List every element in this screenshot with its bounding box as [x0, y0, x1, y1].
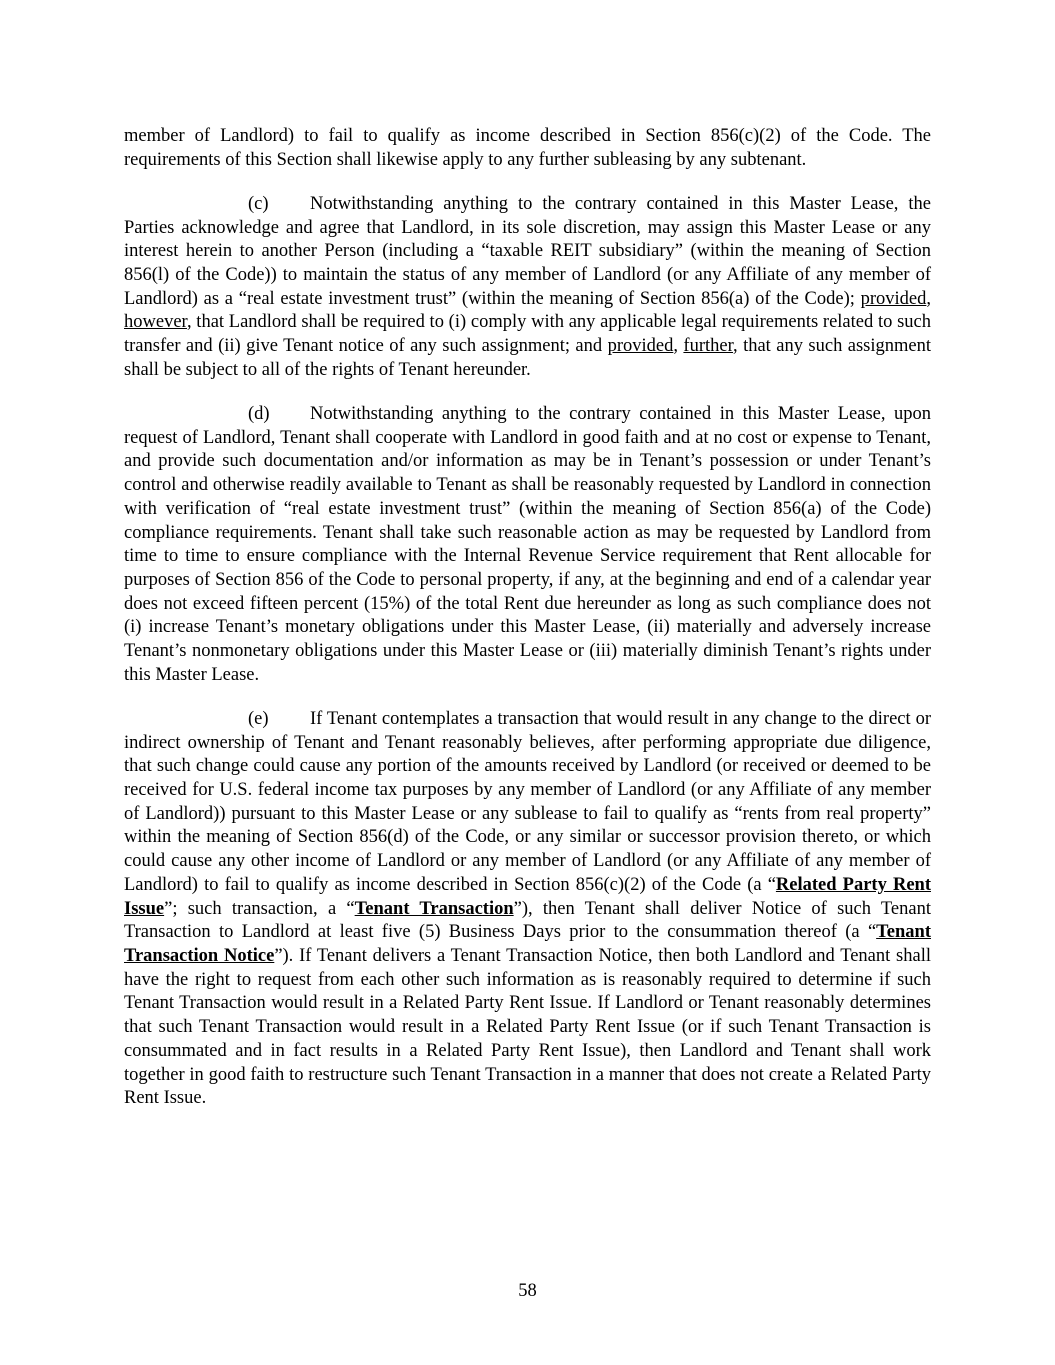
defined-term-tenant-transaction-notice: Tenant Transaction Notice: [124, 922, 931, 966]
paragraph-c-text-2: , that Landlord shall be required to (i) comply with any applicable legal requirements related to such transfer and (ii) give Tenant notice of any such assignment; and: [124, 312, 931, 357]
paragraph-e-text-4: ”). If Tenant delivers a Tenant Transaction Notice, then both Landlord and Tenant shall have the right to request from each other such information as is reasonably required to determine if such Tenant Transaction would result in a Related Party Rent Issue. If Landlord or Tenant reasonably determines that such Tenant Transaction would result in a Related Party Rent Issue (or if such Tenant Transaction is consummated and in fact results in a Related Party Rent Issue), then Landlord and Tenant shall work together in good faith to restructure such Tenant Transaction in a manner that does not create a Related Party Rent Issue.: [124, 946, 931, 1109]
paragraph-e-text-1: If Tenant contemplates a transaction that would result in any change to the direct or indirect ownership of Tenant and Tenant reasonably believes, after performing appropriate due diligence, that such change could cause any portion of the amounts received by Landlord (or received or deemed to be received for U.S. federal income tax purposes by any member of Landlord (or any Affiliate of any member of Landlord)) pursuant to this Master Lease or any sublease to fail to qualify as “rents from real property” within the meaning of Section 856(d) of the Code, or any similar or successor provision thereto, or which could cause any other income of Landlord or any member of Landlord (or any Affiliate of any member of Landlord) to fail to qualify as income described in Section 856(c)(2) of the Code (a “: [124, 708, 931, 895]
paragraph-e-label: (e): [248, 708, 269, 729]
paragraph-c-text-3: , that any such assignment shall be subject to all of the rights of Tenant hereunder.: [124, 336, 932, 380]
paragraph-c: [124, 193, 931, 383]
paragraph-c-label: (c): [248, 193, 269, 214]
paragraph-e-text-2: ”; such transaction, a “: [164, 898, 355, 919]
defined-term-tenant-transaction: Tenant Transaction: [354, 898, 514, 919]
underline-provided-2: provided: [607, 336, 674, 357]
underline-however: however: [124, 312, 187, 333]
defined-term-related-party-rent-issue: Related Party Rent Issue: [124, 874, 931, 919]
separator-1: ,: [926, 288, 931, 309]
underline-further: further: [683, 336, 734, 357]
underline-provided-1: provided: [860, 288, 927, 309]
paragraph-e: [124, 708, 931, 1111]
paragraph-c-text-1: Notwithstanding anything to the contrary contained in this Master Lease, the Parties acknowledge and agree that Landlord, in its sole discretion, may assign this Master Lease or any interest herein to another Person (including a “taxable REIT subsidiary” (within the meaning of Section 856(l) of the Code)) to maintain the status of any member of Landlord (or any Affiliate of any member of Landlord) as a “real estate investment trust” (within the meaning of Section 856(a) of the Code);: [124, 193, 931, 309]
paragraph-continuation: member of Landlord) to fail to qualify as income described in Section 856(c)(2) of the Code. The requirements of this Section shall likewise apply to any further subleasing by any subtenant.: [124, 126, 931, 170]
page-number: 58: [518, 1281, 537, 1301]
separator-2: ,: [673, 336, 684, 357]
paragraph-d-text: Notwithstanding anything to the contrary contained in this Master Lease, upon request of Landlord, Tenant shall cooperate with Landlord in good faith and at no cost or expense to Tenant, and provide such documentation and/or information as may be in Tenant’s possession or under Tenant’s control and otherwise readily available to Tenant as shall be reasonably requested by Landlord in connection with verification of “real estate investment trust” (within the meaning of Section 856(a) of the Code) compliance requirements. Tenant shall take such reasonable action as may be requested by Landlord from time to time to ensure compliance with the Internal Revenue Service requirement that Rent allocable for purposes of Section 856 of the Code to personal property, if any, at the beginning and end of a calendar year does not exceed fifteen percent (15%) of the total Rent due hereunder as long as such compliance does not (i) increase Tenant’s monetary obligations under this Master Lease, (ii) materially and adversely increase Tenant’s nonmonetary obligations under this Master Lease or (iii) materially diminish Tenant’s rights under this Master Lease.: [124, 404, 931, 685]
page-body: [124, 125, 931, 1131]
paragraph-e-text-3: ”), then Tenant shall deliver Notice of such Tenant Transaction to Landlord at least five (5) Business Days prior to the consummation thereof (a “: [124, 898, 931, 943]
paragraph-d: [124, 403, 931, 687]
paragraph-d-label: (d): [248, 404, 270, 425]
